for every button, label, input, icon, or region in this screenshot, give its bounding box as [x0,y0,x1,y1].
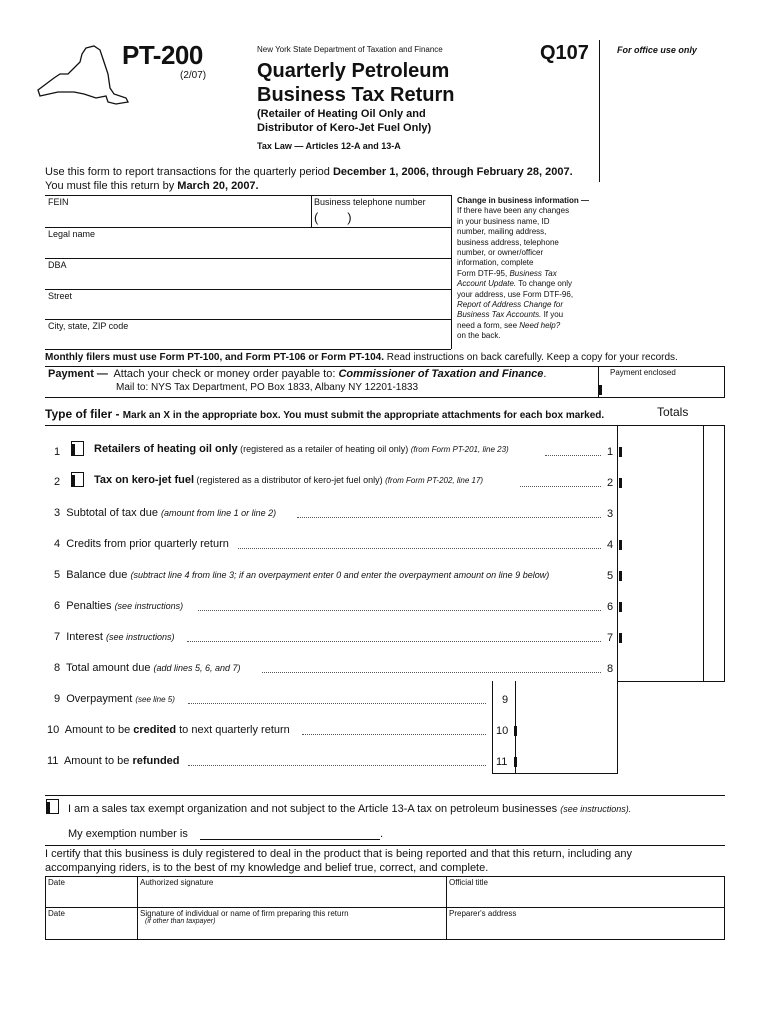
line-5-label: 5 Balance due (subtract line 4 from line 3; if an overpayment enter 0 and enter the overpayment amount on line 9 below) [54,569,550,581]
preparer-signature-label[interactable]: Signature of individual or name of firm preparing this return [140,909,349,918]
line-4-box-number: 4 [607,539,614,551]
line-7-label: 7 Interest (see instructions) [54,631,175,643]
line-3-label: 3 Subtotal of tax due (amount from line 1 or line 2) [54,507,277,519]
certification-line2: accompanying riders, is to the best of my knowledge and belief true, correct, and complete. [45,862,489,874]
line-2-number: 2 [54,476,61,488]
line-4-label: 4 Credits from prior quarterly return [54,538,229,550]
dba-label[interactable]: DBA [48,260,67,270]
line-11-amount-field[interactable] [517,750,615,770]
line-3-amount-field[interactable] [621,502,703,522]
preparer-address-label[interactable]: Preparer's address [449,909,517,918]
sales-tax-exempt-checkbox[interactable] [46,799,59,814]
exemption-number-label: My exemption number is [68,828,188,840]
line-3-box-number: 3 [607,508,614,520]
line-9-label: 9 Overpayment (see line 5) [54,693,175,705]
line-8-label: 8 Total amount due (add lines 5, 6, and 7) [54,662,241,674]
line-1-amount-field[interactable] [621,440,703,460]
line-2-label: Tax on kero-jet fuel (registered as a distributor of kero-jet fuel only) (from Form PT-202, line 17) [94,474,484,486]
retailer-heating-oil-checkbox[interactable] [71,441,84,456]
line-7-box-number: 7 [607,632,614,644]
form-id: PT-200 [122,40,203,70]
line-1-box-number: 1 [607,446,614,458]
change-in-business-info: Change in business information — If there have been any changes in your business name, ID number, mailing address, business address, telephone number, or owner/officer information, complete Form DTF-95, Business Tax Account Update. To change only your address, use Form DTF-96, Report of Address Change for Business Tax Accounts. If you need a form, see Need help? on the back. [457,196,590,341]
new-york-state-map-icon [34,44,130,106]
line-8-box-number: 8 [607,663,614,675]
agency-name: New York State Department of Taxation and Finance [257,45,443,54]
line-2-box-number: 2 [607,477,614,489]
payment-mailing-address: Mail to: NYS Tax Department, PO Box 1833, Albany NY 12201-1833 [116,382,419,393]
exempt-statement: I am a sales tax exempt organization and not subject to the Article 13-A tax on petroleum businesses (see instructions). [68,803,632,815]
form-code: Q107 [540,42,589,64]
payment-enclosed-field[interactable] [600,378,722,396]
payment-instructions: Payment — Attach your check or money order payable to: Commissioner of Taxation and Finance. [48,368,547,380]
tax-law-reference: Tax Law — Articles 12-A and 13-A [257,141,401,151]
line-5-amount-field[interactable] [621,564,703,584]
distributor-kero-jet-checkbox[interactable] [71,472,84,487]
exemption-number-field[interactable] [200,839,380,840]
line-10-label: 10 Amount to be credited to next quarterly return [47,724,290,736]
line-10-amount-field[interactable] [517,719,615,739]
line-11-label: 11 Amount to be refunded [47,755,180,767]
filing-deadline-text: You must file this return by March 20, 2007. [45,180,259,192]
business-phone-parens: ( ) [314,210,352,225]
line-6-label: 6 Penalties (see instructions) [54,600,184,612]
certification-line1: I certify that this business is duly registered to deal in the product that is being reported and that this return, including any [45,848,633,860]
line-1-number: 1 [54,446,61,458]
line-2-amount-field[interactable] [621,471,703,491]
monthly-filers-note: Monthly filers must use Form PT-100, and Form PT-106 or Form PT-104. Read instructions on back carefully. Keep a copy for your records. [45,352,678,363]
date-field-2-label[interactable]: Date [48,909,65,918]
quarterly-period-text: Use this form to report transactions for the quarterly period December 1, 2006, through February 28, 2007. [45,166,573,178]
form-title-line1: Quarterly Petroleum [257,60,450,82]
line-9-box-number: 9 [502,694,509,706]
legal-name-label[interactable]: Legal name [48,229,96,239]
office-use-label: For office use only [617,45,697,55]
payment-enclosed-label: Payment enclosed [610,368,676,377]
official-title-label[interactable]: Official title [449,878,488,887]
preparer-note: (if other than taxpayer) [145,918,216,925]
street-label[interactable]: Street [48,291,73,301]
office-use-divider [599,40,600,182]
date-field-1-label[interactable]: Date [48,878,65,887]
line-10-box-number: 10 [496,725,509,737]
line-7-amount-field[interactable] [621,626,703,646]
line-6-amount-field[interactable] [621,595,703,615]
exemption-number-period: . [380,828,384,840]
line-1-label: Retailers of heating oil only (registered as a retailer of heating oil only) (from Form PT-201, line 23) [94,443,509,455]
form-title-line2: Business Tax Return [257,84,455,106]
authorized-signature-label[interactable]: Authorized signature [140,878,214,887]
type-of-filer-heading: Type of filer - Mark an X in the appropriate box. You must submit the appropriate attachments for each box marked. [45,407,605,421]
form-subtitle-line2: Distributor of Kero-Jet Fuel Only) [257,122,432,134]
form-subtitle-line1: (Retailer of Heating Oil Only and [257,108,426,120]
form-revision-date: (2/07) [180,70,207,81]
line-11-box-number: 11 [496,756,508,768]
totals-column-heading: Totals [657,405,689,419]
line-6-box-number: 6 [607,601,614,613]
line-9-amount-field[interactable] [517,688,615,708]
line-8-amount-field[interactable] [621,657,703,677]
city-state-zip-label[interactable]: City, state, ZIP code [48,321,129,331]
line-5-box-number: 5 [607,570,614,582]
line-4-amount-field[interactable] [621,533,703,553]
business-phone-label[interactable]: Business telephone number [314,197,426,207]
fein-field-label[interactable]: FEIN [48,197,69,207]
